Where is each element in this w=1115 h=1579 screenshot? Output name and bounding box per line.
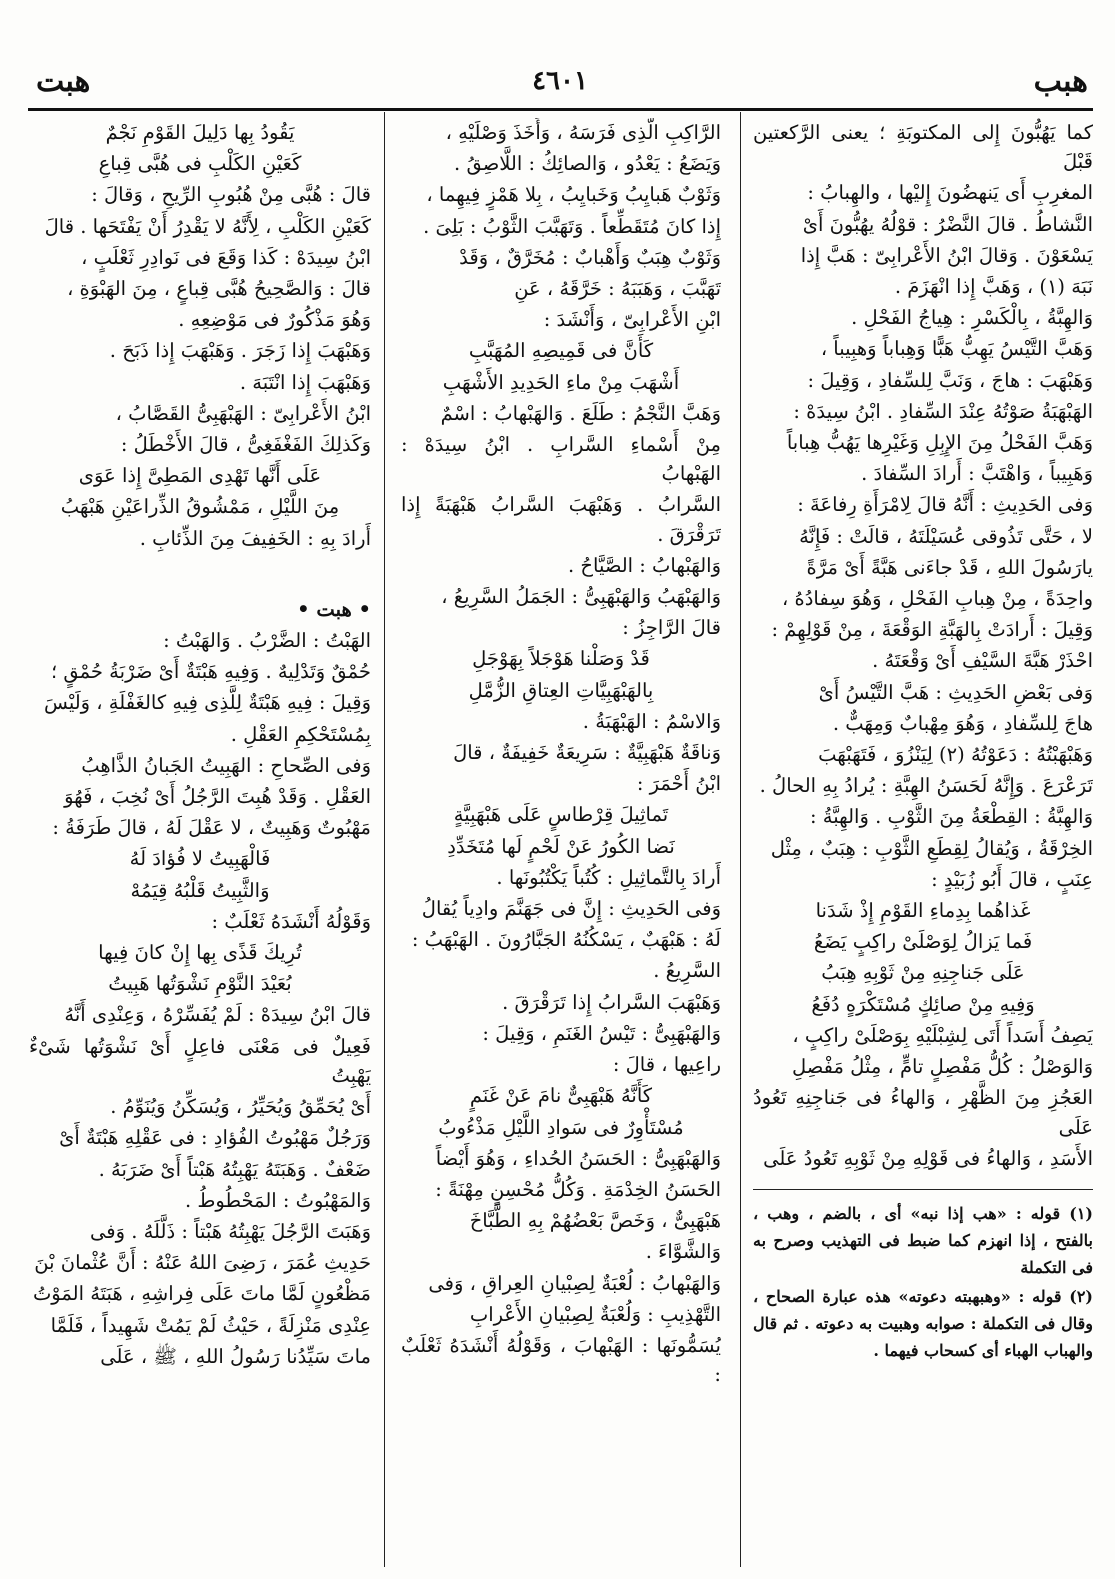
column-middle [401,118,721,1558]
column-left [29,118,371,1558]
text-line: المغرِبِ أَى يَنهضُونَ إِليْها ، والهِبابُ : [807,181,1093,205]
text-line: وَفى الحَدِيثِ : أَنَّهُ قالَ لِامْرَأَةِ رِفاعَةَ : [797,493,1093,517]
text-line: وَهَبْهَبَ : هاجَ ، وَنَبَّ لِلسِّفادِ ، وَقِيلَ : [807,368,1093,392]
text-line: قالَ ابْنُ سِيدَهْ : لَمْ يُفَسِّرْهُ ، وَعِنْدِى أَنَّهُ [64,1003,371,1027]
text-line: السَّرابُ . وَهَبْهَبَ السَّرابُ هَبْهَبَةً إِذا تَرَقْرَقَ . [401,493,721,546]
text-line: كَأَنَّهُ هَبْهَبِىٌّ نامَ عَنْ غَنَمٍ [469,1084,653,1108]
text-line: الرَّاكِبِ الَّذِى فَرَسَهُ ، وَأَخَذَ وَصْلَيْهِ ، [445,121,721,144]
text-line: ماتَ سَيِّدُنا رَسُولُ اللهِ ، ﷺ ، عَلَى [100,1344,371,1368]
text-line: وَقِيلَ : فِيهِ هَبْتَةٌ لِلَّذِى فِيهِ كالغَفْلَةِ ، وَلَيْسَ [43,691,371,715]
text-line: وَالهَبْهابُ : الصَّيَّاحُ . [568,553,721,577]
column-left-text-bottom [29,626,371,1371]
text-line: مَظْعُونٍ لَمَّا ماتَ عَلَى فِراشِهِ ، هَبَتَهُ المَوْتُ [32,1282,371,1306]
text-line: أَرادَ بِهِ : الخَفِيفَ مِنَ الذِّئابِ . [139,526,371,550]
text-line: ابْنُ أَحْمَرَ : [636,772,721,796]
text-line: وَفِيهِ مِنْ صائِكٍ مُسْتَكْرَهٍ دُفَعُ [811,992,1035,1016]
text-line: وَهَبَتَ الرَّجُلَ يَهْبِتُهُ هَبْتاً : ذَلَّلَهُ . وَفى [90,1219,371,1243]
text-line: قالَ : هُبَّى مِنْ هُبُوبِ الرِّيحِ ، وَقالَ : [91,183,371,207]
text-line: مِنَ اللَّيْلِ ، مَمْشُوقُ الذِّراعَيْنِ هَبْهَبُ [60,495,340,519]
entry-heading-hbt: • هبت • [297,597,371,621]
column-divider-right [740,112,741,1567]
text-line: وَهَبَّ الفَحْلُ مِنَ الإِبِلِ وَغَيْرِها يَهُبُّ هِباباً [786,431,1093,455]
text-line: الخِرْقَةُ ، وَيُقالُ لِقِطَعِ الثَّوْبِ : هِبَبٌ ، مِثْل [770,836,1093,860]
text-line: وَهَبَّ النَّجْمُ : طَلَعَ . وَالهَبْهابُ : اسْمٌ [440,401,721,425]
text-line: ابْنِ الأَعْرابِىّ ، وَأَنْشَدَ : [543,308,721,332]
text-line: السَّرِيعُ . [653,959,721,983]
column-divider-left [384,112,385,1567]
text-line: مُسْتَأْوِرٌ فى سَوادِ اللَّيْلِ مَذْءُوبُ [438,1115,684,1139]
text-line: فَالْهَبِيتُ لا فُؤادَ لَهُ [129,847,271,871]
text-line: أَىْ يُحَمِّقُ وَيُحَيِّرُ ، وَيُسَكِّنُ وَيُنَوِّمُ . [110,1095,371,1119]
text-line: وَهَبِيباً ، وَاهْتَبَّ : أَرادَ السِّفادَ . [861,462,1093,486]
text-line: الأَسَدِ ، وَالهاءُ فى قَوْلِهِ مِنْ ثَوْبِهِ تَعُودُ عَلَى [763,1146,1093,1170]
text-line: هاجَ لِلسِّفادِ ، وَهُوَ مِهْبابٌ وَمِهَبٌّ . [832,711,1093,735]
column-right [753,118,1093,1558]
text-line: وَثَوْبٌ هِبَبٌ وَأَهْبابٌ : مُخَرَّقٌ ، وَقَدْ [459,245,721,269]
text-line: احْذَرْ هَبَّةَ السَّيْفِ أَىْ وَقْعَتَهُ . [872,649,1093,673]
text-line: وَهُوَ مَذْكُورٌ فى مَوْضِعِهِ . [178,308,371,332]
text-line: وَهَبَّ التَّيْسُ يَهِبُّ هَبًّا وَهِباباً وَهبِيباً ، [820,337,1093,361]
footnote-rule [753,1189,1093,1190]
text-line: العَجُزِ مِنَ الظَّهْرِ ، وَالهاءُ فى جَناجِنِهِ تَعُودُ عَلَى [753,1086,1093,1139]
text-line: وَالوَصْلُ : كُلُّ مَفْصِلٍ تامٍّ ، مِثْلُ مَفْصِلِ [792,1055,1093,1079]
column-right-text [753,118,1093,1173]
text-line: نَضا الكُورُ عَنْ لَحْمٍ لَها مُتَخَدِّدِ [447,834,675,858]
text-line: يُسَمُّونَها : الهَبْهابَ ، وَقَوْلُهُ أَنْشَدَهُ ثَعْلَبٌ : [401,1333,721,1387]
text-line: وَالهِبَّةُ ، بِالْكَسْرِ : هِياجُ الفَحْلِ . [851,306,1093,330]
text-line: ابْنُ سِيدَهْ : كَذا وَقَعَ فى نَوادِرِ ثَعْلَبٍ ، [81,245,371,269]
text-line: وَفى بَعْضِ الحَدِيثِ : هَبَّ التَّيْسُ أَىْ [818,680,1093,704]
text-line: أَرادَ بِالتَّماثِيلِ : كُتُباً يَكْتُبُونَها . [496,865,721,889]
text-line: وَناقَةٌ هَبْهَبِيَّةٌ : سَرِيعَةٌ خَفِيفَةٌ ، قالَ [453,741,721,765]
text-line: تَماثِيلَ قِرْطاسٍ عَلَى هَبْهَبِيَّةٍ [453,803,669,827]
header-rule [28,108,1093,111]
column-middle-text [401,118,721,1389]
footnote-2: (٢) قوله : «وهبهبته دعوته» هذه عبارة الصحاح ، وقال فى التكملة : صوابه وهبيت به دعوته . ثم قال والهباب الهباء أى كسحاب فيهما . [753,1286,1093,1360]
text-line: تَهَبَّبَ ، وَهَبَبَهُ : خَرَّقَهُ ، عَنِ [514,277,721,301]
text-line: يَقُودُ بِها دَلِيلَ القَوْمِ نَجْمٌ [105,121,295,144]
page-header [30,62,1090,106]
text-line: بِالهَبْهَبِيَّاتِ العِتاقِ الزُّمَّلِ [468,678,654,702]
footnotes [753,1200,1093,1364]
text-line: أَشْهَبَ مِنْ ماءِ الحَدِيدِ الأَشْهَبِ [442,370,680,394]
page-number: ٤٦٠١ [532,66,588,96]
text-line: وَالهَبْهَبُ وَالهَبْهَبِىُّ : الجَمَلُ السَّرِيعُ ، [441,585,721,609]
text-line: وَالثَّبِيتُ قَلْبُهُ قِيَمُهْ [130,878,270,902]
text-line: وَالاسْمُ : الهَبْهَبَةُ . [582,709,721,733]
text-line: وَقِيلَ : أَرادَتْ بِالهَبَّةِ الوَقْعَةَ ، مِنْ قَوْلِهِمْ : [771,618,1093,642]
text-line: فَما يَزالُ لِوَصْلَىْ راكِبٍ يَضَعُ [813,930,1033,954]
text-line: كما يَهُبُّونَ إِلى المكتوبَةِ ؛ يعنى الرَّكعتين قَبْلَ [753,121,1093,174]
text-line: الهَبْهَبَةُ صَوْتُهُ عِنْدَ السِّفادِ . ابْنُ سِيدَهْ : [793,399,1093,423]
text-line: تَرَعْرَعَ . وَإِنَّهُ لَحَسَنُ الهِبَّةِ : يُرادُ بِهِ الحالُ . [759,774,1093,798]
text-line: وَيَضَعُ : يَعْدُو ، وَالصائِكُ : اللَّاصِقُ . [454,152,721,176]
header-root-left: هبت [36,64,91,99]
text-line: حَدِيثِ عُمَرَ ، رَضِىَ اللهُ عَنْهُ : أَنَّ عُثْمانَ بْنَ [34,1251,371,1275]
text-line: نَبَهَ (١) ، وَهَبَّ إِذا انْهَزَمَ . [894,275,1093,299]
text-line: وَثَوْبٌ هَبايِبُ وَخَبايِبُ ، بِلا هَمْزٍ فِيهِما ، [426,183,721,207]
text-line: وَالمَهْبُوتُ : المَحْطُوطُ . [184,1188,371,1212]
text-line: العَقْلِ . وَقَدْ هُبِتَ الرَّجُلُ أَىْ نُخِبَ ، فَهُوَ [64,785,371,809]
text-line: يَسْعَوْنَ . وَقالَ ابْنُ الأَعْرابِىّ : هَبَّ إِذا [800,243,1093,267]
text-line: قالَ الرَّاجِزُ : [622,616,721,640]
text-line: كَعَيْنِ الكَلْبِ فى هُبَّى قِباعِ [98,152,302,176]
text-line: وَالهَبْهَبِىُّ : تَيْسُ الغَنَمِ ، وَقِيلَ : [482,1021,721,1045]
text-line: وَهَبْهَبَ إِذا زَجَرَ . وَهَبْهَبَ إِذا ذَبَحَ . [109,339,371,363]
text-line: وَهَبْهَبْتُهُ : دَعَوْتُهُ (٢) لِيَنْزُوَ ، فَتَهَبْهَبَ [818,743,1093,767]
text-line: التَّهْذِيبِ : وَلُعْبَةٌ لِصِبْيانِ الأَعْرابِ [469,1302,721,1326]
text-line: قالَ : وَالصَّحِيحُ هُبَّى قِباعٍ ، مِنَ الهَبْوَةِ ، [67,277,371,301]
text-line: تُرِيكَ قَذًى بِها إِنْ كانَ فِيها [98,941,302,965]
text-line: وَالشَّوَّاءَ . [645,1240,721,1264]
text-line: الحَسَنُ الخِدْمَةِ . وَكُلُّ مُحْسِنٍ مِهْنَةً : [435,1177,721,1201]
text-line: قَدْ وَصَلْنا هَوْجَلاً بِهَوْجَلِ [472,647,650,671]
text-line: واحِدَةً ، مِنْ هِبابِ الفَحْلِ ، وَهُوَ سِفادُهُ ، [782,587,1093,611]
text-line: الهَبْتُ : الضَّرْبُ . وَالهَبْتُ : [163,629,371,653]
text-line: إِذا كانَ مُتَقَطِّعاً . وَتَهَبَّبَ الثَّوْبُ : بَلِىَ . [423,214,721,238]
text-line: وَالهَبْهابُ : لُعْبَةٌ لِصِبْيانِ العِراقِ ، وَفى [428,1271,721,1295]
text-line: يارَسُولَ اللهِ ، قَدْ جاءَنى هَبَّةً أَىْ مَرَّةً [806,555,1093,579]
text-line: وَرَجُلٌ مَهْبُوتُ الفُؤادِ : فى عَقْلِهِ هَبْتَةٌ أَىْ [59,1126,371,1150]
column-left-text-top [29,118,371,553]
text-line: غَذاهُما بِدِماءِ القَوْمِ إِذْ شَدَنا [815,899,1031,923]
text-line: ابْنُ الأَعْرابِىّ : الهَبْهَبِىُّ القَصَّابُ ، [115,401,371,425]
text-line: بِمُسْتَحْكِمِ العَقْلِ . [230,722,371,746]
text-line: فَعِيلٌ فى مَعْنَى فاعِلٍ أَىْ نَشْوَتُها شَىْءٌ يَهْبِتُ [29,1034,371,1087]
text-line: راعِيها ، قالَ : [612,1053,721,1077]
text-line: وَكَذلِكَ الفَغْفَغِىُّ ، قالَ الأَخْطَلُ : [120,433,371,457]
text-line: هَبْهَبِىٌّ ، وَخَصَّ بَعْضُهُمْ بِهِ الطَّبَّاخَ [469,1209,721,1233]
text-line: وَالهِبَّةُ : القِطْعَةُ مِنَ الثَّوْبِ . وَالهِبَّةُ : [810,805,1093,829]
text-line: حُمْقٌ وَتَدْلِيهٌ . وَفِيهِ هَبْتَةٌ أَىْ ضَرْبَةُ حُمْقٍ ؛ [51,660,371,684]
text-line: عَلَى أَنَّها تَهْدِى المَطِىَّ إِذا عَوَى [78,464,322,488]
text-line: كَأَنَّ فى قَمِيصِهِ المُهَبَّبِ [468,339,654,363]
footnote-1: (١) قوله : «هب إذا نبه» أى ، بالضم ، وهب ، بالفتح ، إذا انهزم كما ضبط فى التهذيب وصرح به فى التكملة [753,1203,1093,1277]
text-line: كَعَيْنِ الكَلْبِ ، لِأَنَّهُ لا يَقْدِرُ أَنْ يَفْتَحَها . قالَ [44,214,371,238]
text-line: عِنْدِى مَنْزِلَةً ، حَيْثُ لَمْ يَمُتْ شَهِيداً ، فَلَمَّا [50,1313,371,1337]
text-line: وَفى الحَدِيثِ : إِنَّ فى جَهَنَّمَ وادِياً يُقالُ [421,897,721,921]
text-line: مِنْ أَسْماءِ السَّرابِ . ابْنُ سِيدَهْ : الهَبْهابُ [401,433,721,486]
text-line: وَفى الصِّحاحِ : الهَبِيتُ الجَبانُ الذَّاهِبُ [81,753,371,777]
text-line: لَهُ : هَبْهَبٌ ، يَسْكُنُهُ الجَبَّارُونَ . الهَبْهَبُ : [411,928,721,952]
text-line: يَصِفُ أَسَداً أَتَى لِشِبْلَيْهِ بِوَصْلَىْ راكِبٍ ، [792,1023,1093,1047]
text-line: مَهْبُوتٌ وَهَبِيتٌ ، لا عَقْلَ لَهُ ، قالَ طَرَفَةُ : [52,816,371,840]
text-line: عَلَى جَناجِنِهِ مِنْ ثَوْبِهِ هِبَبُ [821,961,1025,985]
text-line: وَهَبْهَبَ السَّرابُ إِذا تَرَقْرَقَ . [502,990,721,1014]
text-line: وَقَوْلُهُ أَنْشَدَهُ ثَعْلَبٌ : [211,909,371,933]
text-line: بُعَيْدَ النَّوْمِ نَشْوَتُها هَبِيتُ [108,972,292,996]
text-line: عِنَبٍ ، قالَ أَبُو زُبَيْدٍ : [931,867,1093,891]
text-line: وَهَبْهَبَ إِذا انْتَبَهَ . [239,370,371,394]
text-line: لا ، حَتَّى تَذُوقى عُسَيْلَتَهُ ، قالَتْ : فَإِنَّهُ [799,524,1093,548]
header-root-right: هبب [1033,64,1088,99]
text-line: وَالهَبْهَبِىُّ : الحَسَنُ الحُداءِ ، وَهُوَ أَيْضاً [435,1146,721,1170]
text-line: ضَعْفٌ . وَهَبَتَهُ يَهْبِتُهُ هَبْتاً أَىْ ضَرَبَهُ . [98,1157,371,1181]
text-line: النَّشاطُ . قالَ النَّضْرُ : قوْلُهُ يهُبُّونَ أَىْ [802,212,1093,236]
